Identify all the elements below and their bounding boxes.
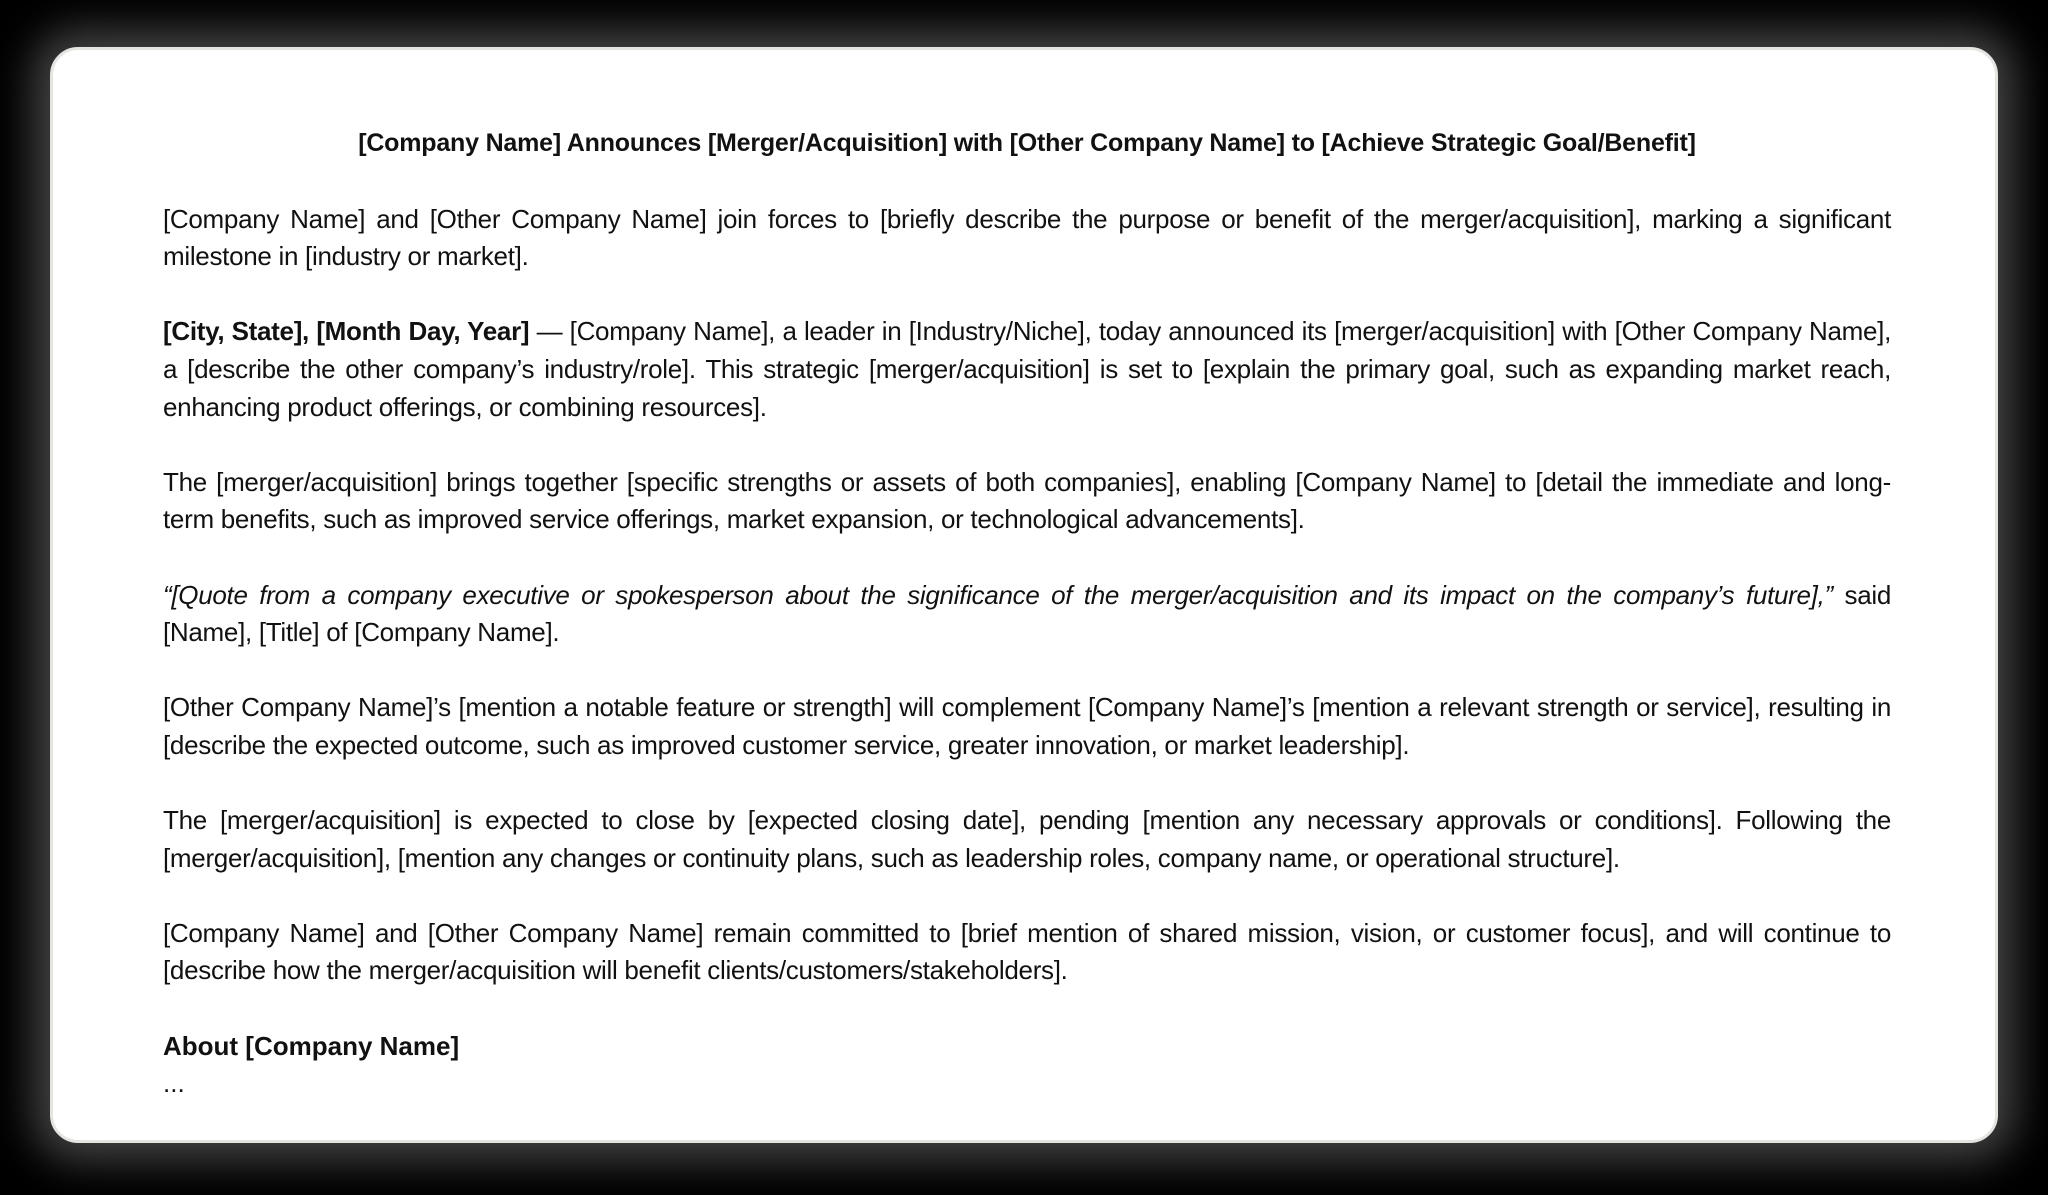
- dateline-body: — [Company Name], a leader in [Industry/Niche], today announced its [merger/acquisition] with [Other Company Name], a [describe the other company’s industry/role]. This strategic [merger/acquisition] is set to [explain the primary goal, such as expanding market reach, enhancing product offerings, or combining resources].: [163, 316, 1891, 422]
- closing-paragraph: The [merger/acquisition] is expected to close by [expected closing date], pending [mention any necessary approvals or conditions]. Following the [merger/acquisition], [mention any changes or continuity plans, such as leadership roles, company name, or operational structure].: [163, 805, 1891, 873]
- dateline-location-date: [City, State], [Month Day, Year]: [163, 316, 530, 347]
- document-card: [50, 47, 1998, 1143]
- commitment-paragraph: [Company Name] and [Other Company Name] remain committed to [brief mention of shared mission, vision, or customer focus], and will continue to [describe how the merger/acquisition will benefit clients/customers/stakeholders].: [163, 917, 1891, 986]
- about-heading: About [Company Name]: [163, 1030, 460, 1061]
- executive-quote: “[Quote from a company executive or spokesperson about the significance of the merger/acquisition and its impact on the company’s future],”: [163, 579, 1833, 610]
- about-body: ...: [163, 1068, 185, 1099]
- quote-attribution: said [Name], [Title] of [Company Name].: [163, 579, 1891, 648]
- quote-paragraph: [163, 577, 1891, 652]
- complement-paragraph: [Other Company Name]’s [mention a notable feature or strength] will complement [Company Name]’s [mention a relevant strength or service], resulting in [describe the expected outcome, such as improved customer service, greater innovation, or market leadership].: [163, 692, 1891, 760]
- strengths-paragraph: The [merger/acquisition] brings together [specific strengths or assets of both companies], enabling [Company Name] to [detail the immediate and long-term benefits, such as improved service offerings, market expansion, or technological advancements].: [163, 466, 1891, 535]
- document-title: [Company Name] Announces [Merger/Acquisition] with [Other Company Name] to [Achieve Strategic Goal/Benefit]: [358, 129, 1696, 157]
- press-release-document: [163, 125, 1891, 1103]
- dateline-paragraph: [163, 313, 1891, 426]
- intro-paragraph: [Company Name] and [Other Company Name] join forces to [briefly describe the purpose or benefit of the merger/acquisition], marking a significant milestone in [industry or market].: [163, 203, 1891, 272]
